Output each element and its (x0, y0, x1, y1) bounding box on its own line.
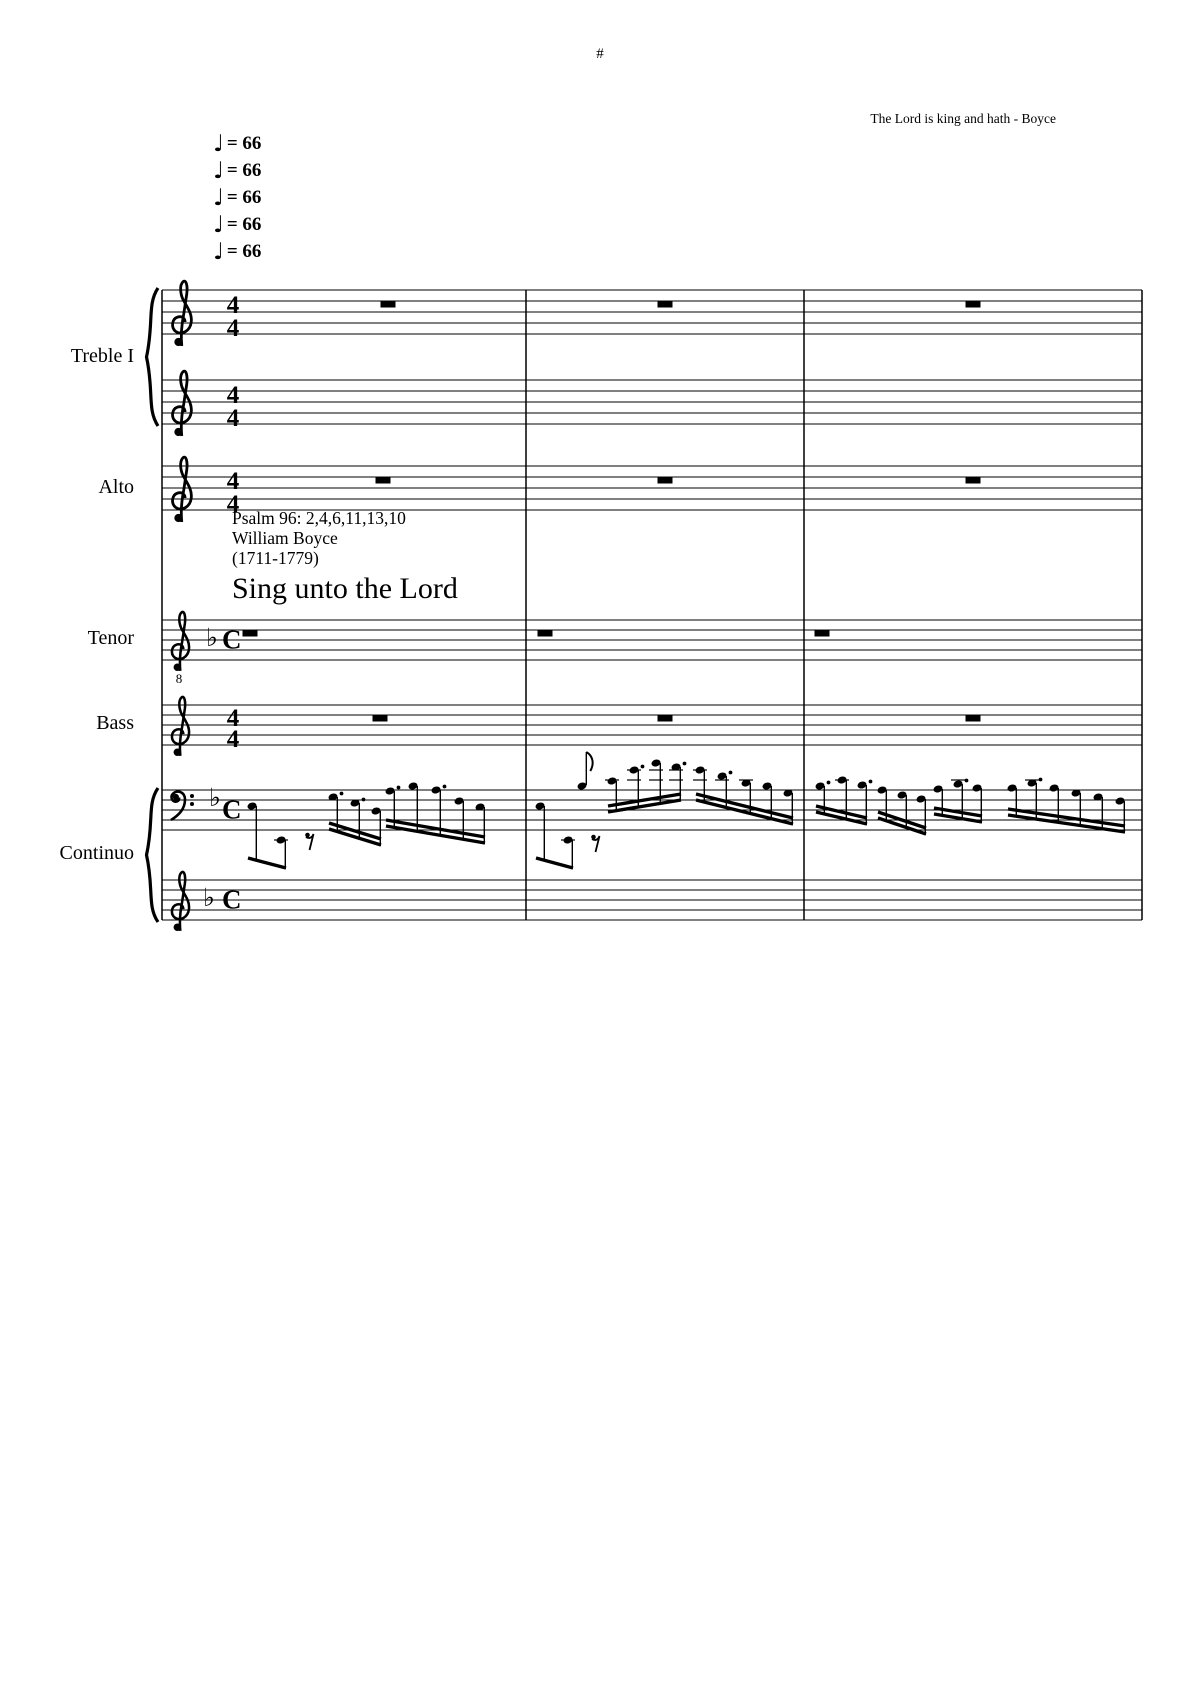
whole-rest (658, 301, 673, 308)
treble-clef-icon (172, 612, 189, 671)
whole-rest (381, 301, 396, 308)
augmentation-dot (683, 762, 687, 766)
whole-rest (243, 630, 258, 637)
beam (248, 858, 286, 868)
part-label-bass: Bass (96, 712, 134, 734)
eighth-rest (591, 835, 596, 840)
augmentation-dot (827, 781, 831, 785)
augmentation-dot (869, 780, 873, 784)
augmentation-dot (965, 779, 969, 783)
time-sig-denominator: 4 (226, 726, 240, 753)
octave-8-mark: 8 (175, 671, 183, 686)
eighth-rest (305, 833, 310, 838)
bass-clef-icon (171, 792, 194, 820)
treble-clef-icon (173, 281, 192, 346)
whole-rest (815, 630, 830, 637)
system-brace (147, 788, 159, 922)
augmentation-dot (1039, 778, 1043, 782)
running-title: The Lord is king and hath - Boyce (870, 111, 1056, 126)
whole-rest (966, 477, 981, 484)
quarter-note-icon: ♩ (213, 131, 224, 157)
time-sig-denominator: 4 (226, 405, 240, 432)
treble-clef-icon (173, 457, 192, 522)
whole-rest (966, 301, 981, 308)
beam (536, 858, 573, 868)
treble-clef-icon (172, 697, 189, 756)
augmentation-dot (641, 765, 645, 769)
tempo-value: = 66 (226, 160, 262, 181)
time-sig-numerator: 4 (226, 292, 240, 319)
whole-rest (373, 715, 388, 722)
flat-sign: ♭ (209, 783, 221, 812)
flat-sign: ♭ (203, 883, 215, 912)
part-label-alto: Alto (98, 476, 134, 498)
common-time-sign: C (222, 884, 242, 915)
whole-rest (376, 477, 391, 484)
tempo-value: = 66 (226, 133, 262, 154)
system-brace (147, 288, 159, 426)
part-label-tenor: Tenor (87, 627, 134, 649)
treble-clef-icon (172, 872, 189, 931)
quarter-note-icon: ♩ (213, 158, 224, 184)
time-sig-denominator: 4 (226, 491, 240, 518)
header-mark: # (596, 46, 604, 62)
psalm-reference: Psalm 96: 2,4,6,11,13,10 (232, 508, 406, 528)
tempo-value: = 66 (226, 214, 262, 235)
whole-rest (658, 715, 673, 722)
composer-dates: (1711-1779) (232, 548, 319, 568)
piece-title: Sing unto the Lord (232, 572, 458, 605)
treble-clef-icon (173, 371, 192, 436)
common-time-sign: C (222, 624, 242, 655)
quarter-note-icon: ♩ (213, 185, 224, 211)
time-sig-numerator: 4 (226, 468, 240, 495)
augmentation-dot (443, 785, 447, 789)
quarter-note-icon: ♩ (213, 239, 224, 265)
augmentation-dot (729, 771, 733, 775)
augmentation-dot (340, 792, 344, 796)
part-label-treble1: Treble I (70, 345, 134, 367)
beam (696, 794, 793, 818)
flat-sign: ♭ (206, 623, 218, 652)
common-time-sign: C (222, 794, 242, 825)
tempo-value: = 66 (226, 241, 262, 262)
whole-rest (538, 630, 553, 637)
whole-rest (966, 715, 981, 722)
quarter-note-icon: ♩ (213, 212, 224, 238)
tempo-value: = 66 (226, 187, 262, 208)
whole-rest (658, 477, 673, 484)
time-sig-numerator: 4 (226, 382, 240, 409)
time-sig-numerator: 4 (226, 705, 240, 732)
augmentation-dot (397, 786, 401, 790)
part-label-continuo: Continuo (59, 842, 134, 864)
time-sig-denominator: 4 (226, 315, 240, 342)
augmentation-dot (362, 798, 366, 802)
composer-name: William Boyce (232, 528, 338, 548)
eighth-flag (586, 752, 592, 771)
